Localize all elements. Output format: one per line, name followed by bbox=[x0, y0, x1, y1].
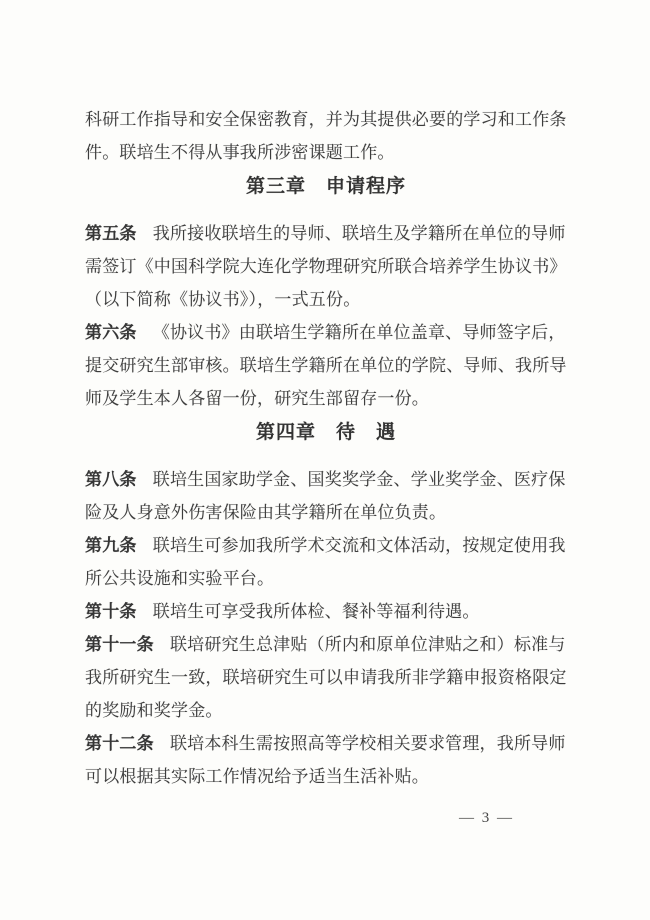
body-text: 的奖励和奖学金。 bbox=[85, 701, 223, 720]
body-text: 《协议书》由联培生学籍所在单位盖章、导师签字后， bbox=[152, 323, 566, 342]
body-line bbox=[85, 103, 567, 136]
body-line bbox=[85, 595, 567, 628]
body-text: 件。联培生不得从事我所涉密课题工作。 bbox=[85, 143, 395, 162]
body-text: 联培生可参加我所学术交流和文体活动，按规定使用我 bbox=[152, 536, 566, 555]
body-line bbox=[85, 349, 567, 382]
body-line bbox=[85, 316, 567, 349]
body-text: 联培生可享受我所体检、餐补等福利待遇。 bbox=[152, 602, 480, 621]
chapter-heading-3: 第三章 申请程序 bbox=[245, 176, 406, 197]
body-text: 提交研究生部审核。联培生学籍所在单位的学院、导师、我所导 bbox=[85, 356, 567, 375]
article-label: 第十一条 bbox=[85, 635, 154, 654]
body-line bbox=[85, 760, 567, 793]
body-text: （以下简称《协议书》），一式五份。 bbox=[85, 290, 361, 309]
body-text: 我所研究生一致，联培研究生可以申请我所非学籍申报资格限定 bbox=[85, 668, 567, 687]
body-text: 联培研究生总津贴（所内和原单位津贴之和）标准与 bbox=[169, 635, 566, 654]
body-line bbox=[85, 463, 567, 496]
article-label: 第十条 bbox=[85, 602, 137, 621]
body-text: 联培本科生需按照高等学校相关要求管理，我所导师 bbox=[169, 734, 566, 753]
body-line bbox=[85, 694, 567, 727]
body-text: 联培生国家助学金、国奖奖学金、学业奖学金、医疗保 bbox=[152, 470, 566, 489]
article-label: 第八条 bbox=[85, 470, 137, 489]
body-line bbox=[85, 283, 567, 316]
body-text: 师及学生本人各留一份，研究生部留存一份。 bbox=[85, 389, 429, 408]
body-text: 险及人身意外伤害保险由其学籍所在单位负责。 bbox=[85, 503, 447, 522]
article-label: 第十二条 bbox=[85, 734, 154, 753]
document-content bbox=[85, 103, 567, 826]
article-label: 第五条 bbox=[85, 224, 137, 243]
page-number: — 3 — bbox=[459, 810, 514, 826]
body-line bbox=[85, 529, 567, 562]
body-text: 我所接收联培生的导师、联培生及学籍所在单位的导师 bbox=[152, 224, 566, 243]
body-text: 所公共设施和实验平台。 bbox=[85, 569, 275, 588]
body-line bbox=[85, 562, 567, 595]
body-line bbox=[85, 661, 567, 694]
body-line bbox=[85, 496, 567, 529]
body-line bbox=[85, 382, 567, 415]
body-line bbox=[85, 250, 567, 283]
body-line bbox=[85, 217, 567, 250]
body-text: 可以根据其实际工作情况给予适当生活补贴。 bbox=[85, 767, 429, 786]
body-line bbox=[85, 628, 567, 661]
chapter-heading-4: 第四章 待 遇 bbox=[255, 422, 396, 443]
body-text: 科研工作指导和安全保密教育，并为其提供必要的学习和工作条 bbox=[85, 110, 567, 129]
body-line bbox=[85, 727, 567, 760]
body-text: 需签订《中国科学院大连化学物理研究所联合培养学生协议书》 bbox=[85, 257, 567, 276]
article-label: 第六条 bbox=[85, 323, 137, 342]
body-line bbox=[85, 136, 567, 169]
article-label: 第九条 bbox=[85, 536, 137, 555]
